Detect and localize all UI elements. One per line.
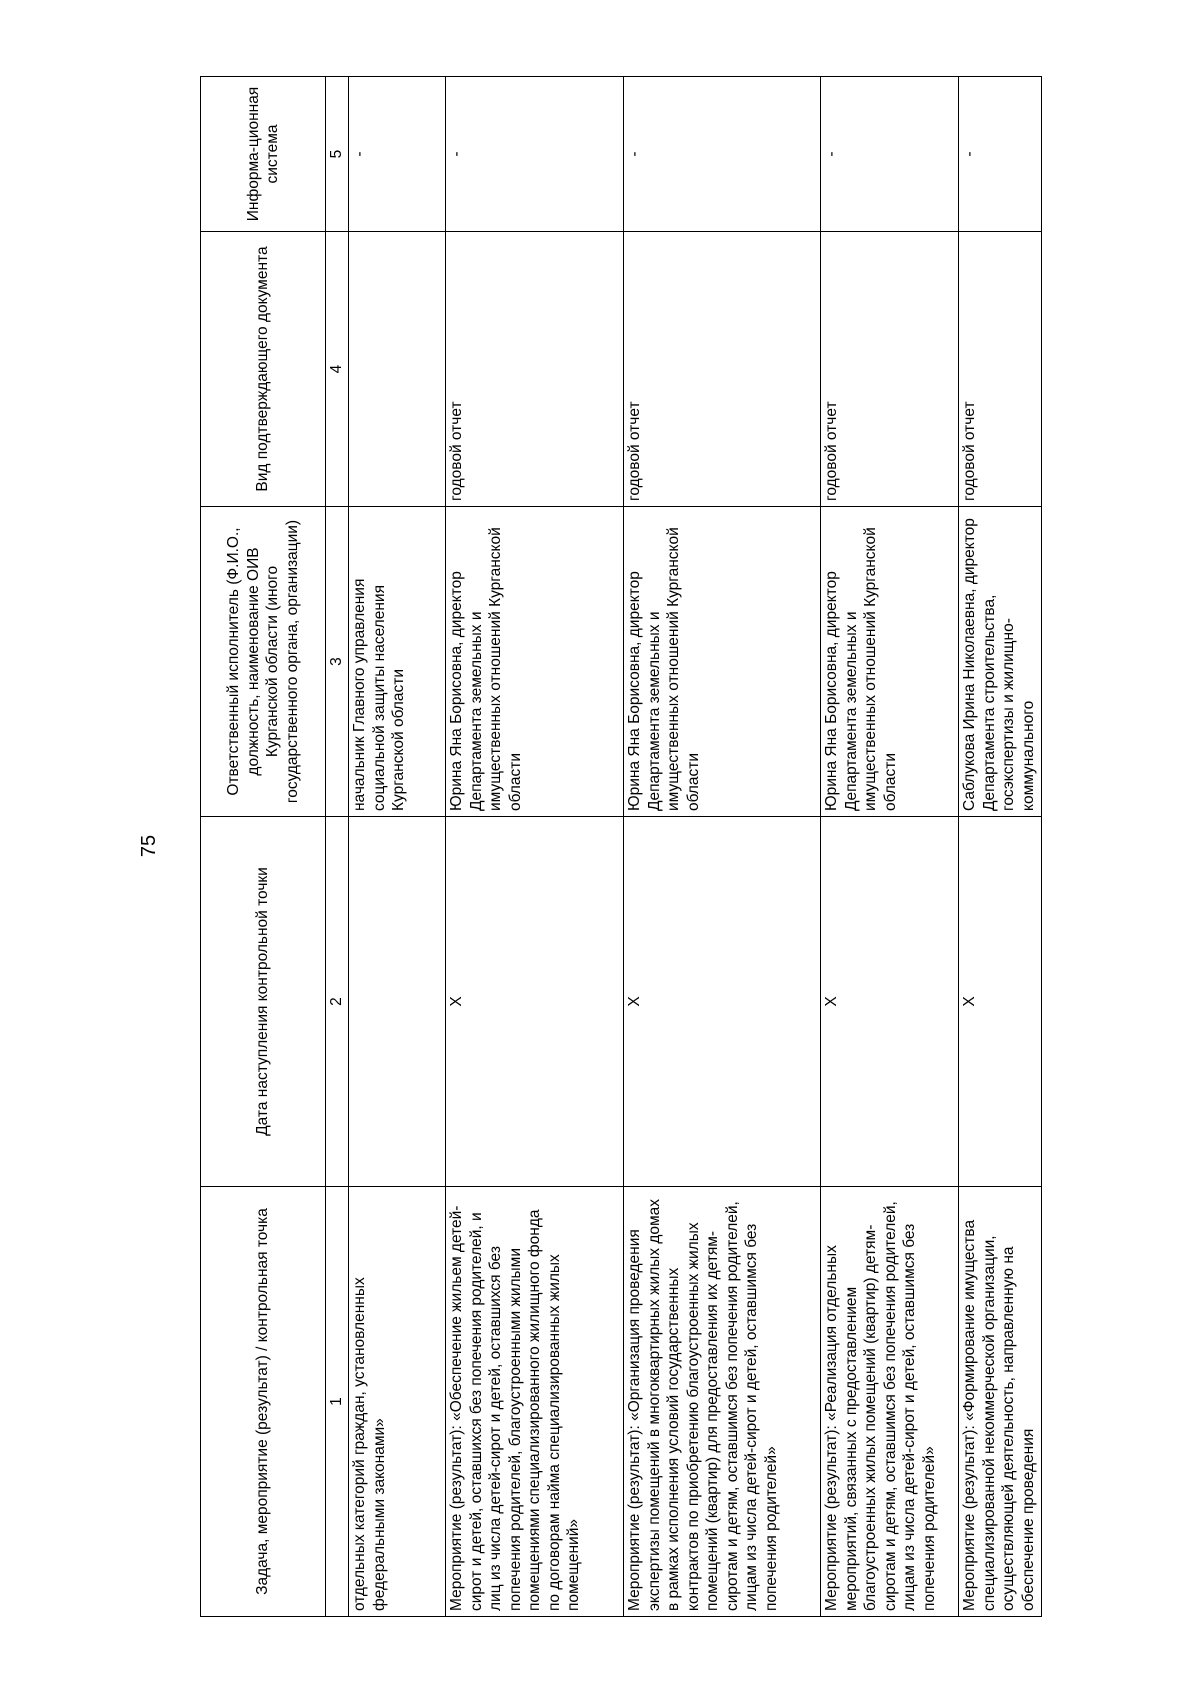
- column-number: 2: [326, 817, 349, 1187]
- executor-cell: начальник Главного управления социальной защиты населения Курганской области: [349, 507, 446, 817]
- doc-type-cell: годовой отчет: [446, 232, 624, 507]
- page-number: 75: [138, 834, 160, 858]
- date-cell: Х: [821, 817, 959, 1187]
- header-executor: Ответственный исполнитель (Ф.И.О., должность, наименование ОИВ Курганской области (иного государственного органа, организации): [201, 507, 326, 817]
- table-header-row: [201, 77, 326, 1617]
- control-points-table: [200, 76, 1042, 1617]
- column-number: 1: [326, 1187, 349, 1617]
- table-row: [624, 77, 821, 1617]
- header-info-system: Информа-ционная система: [201, 77, 326, 232]
- date-cell: Х: [959, 817, 1042, 1187]
- executor-cell: Юрина Яна Борисовна, директор Департамента земельных и имущественных отношений Курганской области: [446, 507, 624, 817]
- executor-cell: Юрина Яна Борисовна, директор Департамента земельных и имущественных отношений Курганской области: [821, 507, 959, 817]
- header-task: Задача, мероприятие (результат) / контрольная точка: [201, 1187, 326, 1617]
- doc-type-cell: годовой отчет: [959, 232, 1042, 507]
- header-doc-type: Вид подтверждающего документа: [201, 232, 326, 507]
- table-row: [821, 77, 959, 1617]
- info-system-cell: -: [349, 77, 446, 232]
- task-cell: Мероприятие (результат): «Формирование имущества специализированной некоммерческой организации, осуществляющей деятельность, направленную на обеспечение проведения: [959, 1187, 1042, 1617]
- doc-type-cell: [349, 232, 446, 507]
- date-cell: [349, 817, 446, 1187]
- task-cell: отдельных категорий граждан, установленных федеральными законами»: [349, 1187, 446, 1617]
- info-system-cell: -: [959, 77, 1042, 232]
- table-row: [349, 77, 446, 1617]
- date-cell: Х: [624, 817, 821, 1187]
- doc-type-cell: годовой отчет: [624, 232, 821, 507]
- doc-type-cell: годовой отчет: [821, 232, 959, 507]
- column-number: 3: [326, 507, 349, 817]
- executor-cell: Саблукова Ирина Николаевна, директор Департамента строительства, госэкспертизы и жилищно-коммунального: [959, 507, 1042, 817]
- executor-cell: Юрина Яна Борисовна, директор Департамента земельных и имущественных отношений Курганской области: [624, 507, 821, 817]
- info-system-cell: -: [624, 77, 821, 232]
- column-number: 5: [326, 77, 349, 232]
- task-cell: Мероприятие (результат): «Реализация отдельных мероприятий, связанных с предоставлением благоустроенных жилых помещений (квартир) детям-сиротам и детям, оставшимся без попечения родителей, лицам из числа детей-сирот и детей, оставшимся без попечения родителей»: [821, 1187, 959, 1617]
- column-number: 4: [326, 232, 349, 507]
- info-system-cell: -: [821, 77, 959, 232]
- column-number-row: [326, 77, 349, 1617]
- task-cell: Мероприятие (результат): «Организация проведения экспертизы помещений в многоквартирных жилых домах в рамках исполнения условий государственных контрактов по приобретению благоустроенных жилых помещений (квартир) для предоставления их детям-сиротам и детям, оставшимся без попечения родителей, лицам из числа детей-сирот и детей, оставшимся без попечения родителей»: [624, 1187, 821, 1617]
- header-date: Дата наступления контрольной точки: [201, 817, 326, 1187]
- table-row: [446, 77, 624, 1617]
- task-cell: Мероприятие (результат): «Обеспечение жильем детей-сирот и детей, оставшихся без попечения родителей, и лиц из числа детей-сирот и детей, оставшихся без попечения родителей, благоустроенными жилыми помещениями специализированного жилищного фонда по договорам найма специализированных жилых помещений»: [446, 1187, 624, 1617]
- info-system-cell: -: [446, 77, 624, 232]
- table-row: [959, 77, 1042, 1617]
- date-cell: Х: [446, 817, 624, 1187]
